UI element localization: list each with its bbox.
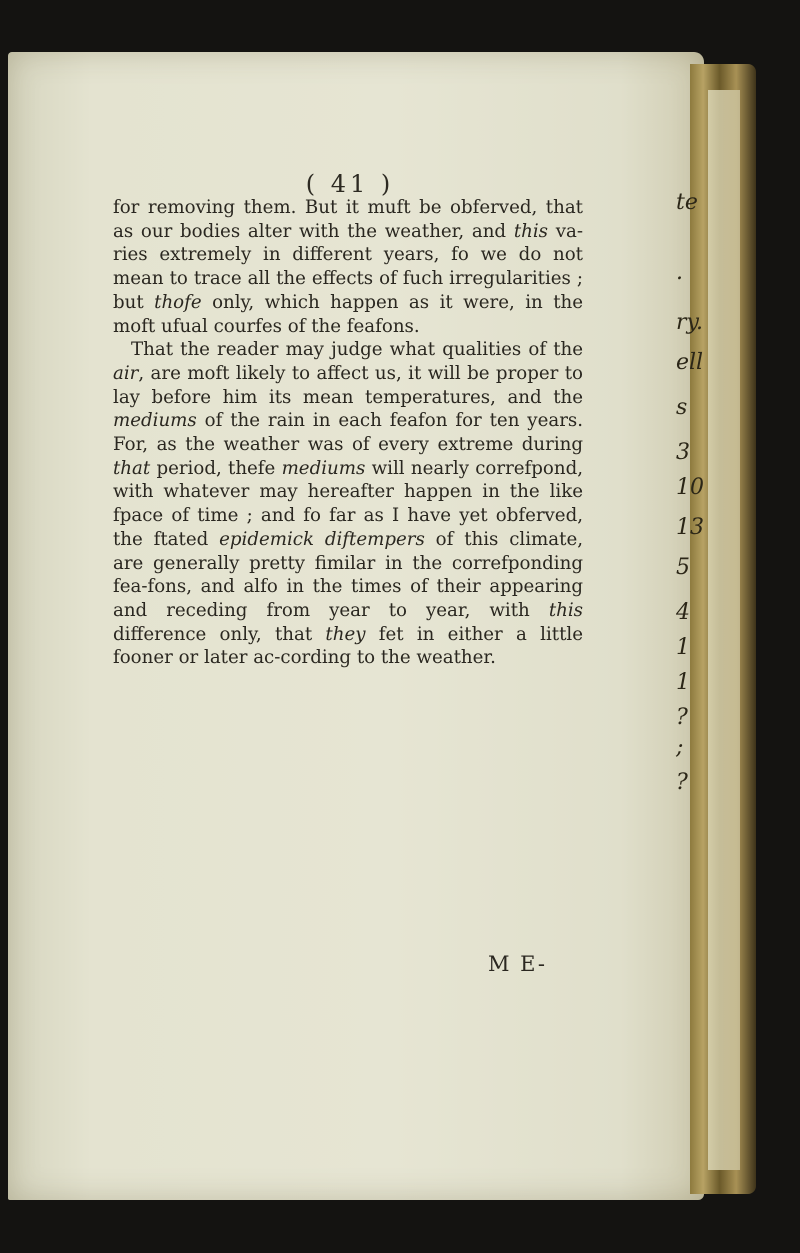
italic-phrase: epidemick diftempers bbox=[219, 528, 425, 550]
text-run: for removing them. But it muft be obferved, that as our bodies alter with the weather, and bbox=[113, 197, 583, 242]
catchword: M E- bbox=[488, 952, 547, 976]
edge-mark: ell bbox=[676, 350, 704, 375]
text-run: That the reader may judge what qualities of the bbox=[131, 339, 583, 361]
text-run: of the rain in each feafon for ten years. For, as the weather was of every extreme during bbox=[113, 410, 583, 456]
edge-mark: ? bbox=[676, 705, 688, 730]
italic-phrase: they bbox=[325, 623, 366, 645]
italic-phrase: mediums bbox=[281, 457, 366, 479]
body-text bbox=[113, 196, 583, 670]
text-run: va-ries extremely in different years, fo we do not mean to trace all the effects of fuch irregularities ; but bbox=[113, 220, 583, 313]
text-run: only, which happen as it were, in the moft ufual courfes of the feafons. bbox=[113, 291, 583, 337]
edge-mark: 13 bbox=[676, 515, 704, 540]
italic-phrase: mediums bbox=[113, 410, 197, 432]
text-run: difference only, that bbox=[113, 623, 326, 645]
edge-mark: 4 bbox=[676, 600, 690, 625]
text-run: of this climate, are generally pretty fimilar in the correfponding fea-fons, and alfo in the times of their appearing and receding from year to year, with bbox=[113, 528, 583, 621]
edge-mark: 1 bbox=[676, 670, 690, 695]
edge-mark: te bbox=[676, 190, 698, 215]
italic-phrase: thofe bbox=[154, 291, 202, 313]
text-run: fet in either a little fooner or later ac-cording to the weather. bbox=[113, 623, 583, 669]
paragraph-1 bbox=[113, 196, 583, 338]
text-run: period, thefe bbox=[150, 457, 282, 479]
italic-phrase: this bbox=[548, 599, 583, 621]
edge-mark: . bbox=[676, 260, 683, 285]
text-run: will nearly correfpond, with whatever may hereafter happen in the like fpace of time ; and fo far as I have yet obferved, the ftated bbox=[113, 457, 583, 550]
edge-mark: ? bbox=[676, 770, 688, 795]
text-run: , are moft likely to affect us, it will be proper to lay before him its mean temperatures, and the bbox=[113, 362, 583, 408]
paragraph-2 bbox=[113, 338, 583, 670]
italic-phrase: air bbox=[113, 362, 139, 384]
edge-mark: 3 bbox=[676, 440, 690, 465]
page-header: ( 41 ) bbox=[305, 170, 395, 198]
edge-mark: 5 bbox=[676, 555, 690, 580]
edge-mark: ry. bbox=[676, 310, 704, 335]
edge-mark: 10 bbox=[676, 475, 704, 500]
italic-phrase: that bbox=[113, 457, 151, 479]
edge-mark: 1 bbox=[676, 635, 690, 660]
edge-mark: ; bbox=[676, 735, 684, 760]
italic-phrase: this bbox=[513, 220, 548, 242]
edge-mark: s bbox=[676, 395, 688, 420]
facing-page-strip bbox=[708, 90, 740, 1170]
